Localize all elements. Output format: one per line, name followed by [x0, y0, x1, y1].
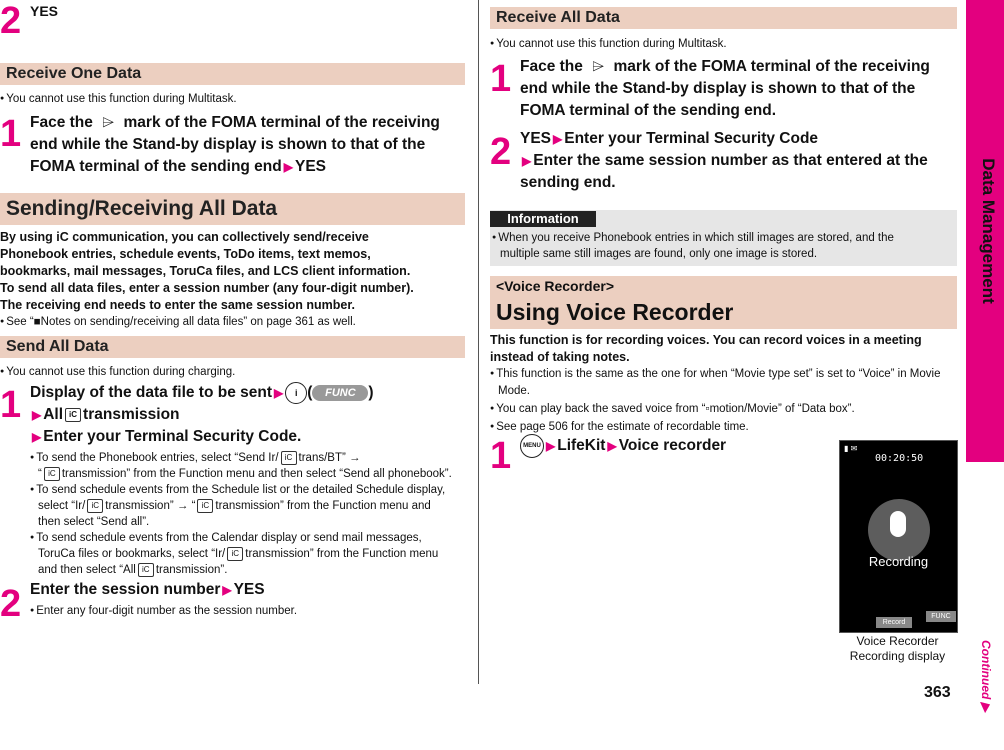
note: ● You cannot use this function during Multitask.: [490, 36, 727, 52]
arrow-icon: ▶: [522, 154, 532, 168]
page-number: 363: [924, 684, 951, 701]
note: ● Enter any four-digit number as the session number.: [30, 603, 297, 619]
arrow-icon: ▶: [32, 430, 42, 445]
phone-screen: [839, 440, 958, 633]
note: ● See “■Notes on sending/receiving all data files” on page 361 as well.: [0, 314, 356, 330]
step-text: MENU ▶ LifeKit ▶ Voice recorder: [520, 434, 726, 458]
section-header-receive-all: Receive All Data: [490, 7, 957, 29]
section-title: Using Voice Recorder: [496, 299, 734, 325]
i-mode-key-icon: i: [285, 382, 307, 404]
section-header-send-all: Send All Data: [0, 336, 465, 358]
continued-label: Continued ▶: [979, 640, 993, 712]
ic-transmission-icon: iC: [138, 563, 154, 577]
section-kicker: <Voice Recorder>: [496, 278, 615, 294]
step-text: YES: [30, 3, 59, 19]
ic-transmission-icon: iC: [65, 408, 81, 422]
column-divider: [478, 0, 479, 684]
ic-transmission-icon: iC: [44, 467, 60, 481]
arrow-icon: ▶: [274, 386, 284, 401]
sub-notes: ● To send the Phonebook entries, select “Send Ir/ iC trans/BT” → “ iC transmission” from the Function menu and then select “Send all phonebook”. ● To send schedule events from the Schedule list or the detailed Schedule display, select “Ir/ iC transmission” → “ iC transmission” from the Function menu and then select “Send all”. ● To send schedule events from the Calendar display or send mail messages, ToruCa files or bookmarks, select “Ir/ iC transmission” from the Function menu and then select “All iC transmission”.: [30, 450, 470, 578]
antenna-mark-icon: ⌲: [102, 114, 115, 131]
arrow-icon: ▶: [546, 439, 556, 454]
information-label: Information: [490, 211, 596, 227]
step-text: Face the ⌲ mark of the FOMA terminal of the receiving end while the Stand-by display is shown to that of the FOMA terminal of the sending end ▶ YES: [30, 114, 440, 175]
step-text: Face the ⌲ mark of the FOMA terminal of the receiving end while the Stand-by display is shown to that of the FOMA terminal of the sending end.: [520, 58, 930, 119]
record-softkey: Record: [876, 617, 912, 628]
status-icons: ▮ ✉: [844, 444, 858, 453]
ic-transmission-icon: iC: [227, 547, 243, 561]
step-number: 2: [0, 0, 22, 42]
antenna-mark-icon: ⌲: [592, 58, 605, 75]
screen-caption: Voice Recorder Recording display: [849, 634, 946, 663]
elapsed-time: 00:20:50: [875, 453, 924, 464]
notes: ● This function is the same as the one for when “Movie type set” is set to “Voice” in Movie Mode. ● You can play back the saved voice from “▫motion/Movie” of “Data box”. ● See page 506 for the estimate of recordable time.: [490, 365, 960, 436]
section-header-receive-one: Receive One Data: [0, 63, 465, 85]
arrow-icon: ▶: [32, 408, 42, 423]
step-text: Display of the data file to be sent ▶ i ( FUNC ) ▶ All iC transmission ▶ Enter your Terminal Security Code.: [30, 382, 470, 448]
step-text: Enter the session number ▶ YES: [30, 581, 265, 598]
menu-key-icon: MENU: [520, 434, 544, 458]
step-number: 1: [490, 435, 512, 477]
intro-paragraph: By using iC communication, you can collectively send/receive Phonebook entries, schedule events, ToDo items, text memos, bookmarks, mail messages, ToruCa files, and LCS client information. To send all data files, enter a session number (any four-digit number). The receiving end needs to enter the same session number.: [0, 230, 414, 312]
information-text: ● When you receive Phonebook entries in which still images are stored, and the multiple same still images are found, only one image is stored.: [492, 230, 952, 262]
step-number: 2: [0, 583, 22, 625]
intro-paragraph: This function is for recording voices. You can record voices in a meeting instead of taking notes.: [490, 333, 922, 364]
ic-transmission-icon: iC: [87, 499, 103, 513]
section-header-sending-receiving-all: Sending/Receiving All Data: [0, 193, 465, 225]
arrow-icon: ▶: [607, 439, 617, 454]
step-number: 1: [490, 58, 512, 100]
arrow-icon: ▶: [553, 132, 563, 146]
func-key-icon: FUNC: [312, 385, 368, 401]
step-number: 1: [0, 113, 22, 155]
step-number: 1: [0, 384, 22, 426]
recording-label: Recording: [868, 554, 929, 569]
arrow-icon: ▶: [283, 160, 293, 174]
func-softkey: FUNC: [926, 611, 956, 622]
ic-transmission-icon: iC: [281, 451, 297, 465]
note: ● You cannot use this function during Multitask.: [0, 91, 237, 107]
arrow-icon: ▶: [222, 583, 232, 597]
step-number: 2: [490, 131, 512, 173]
side-tab: Data Management: [979, 158, 998, 304]
note: ● You cannot use this function during charging.: [0, 364, 235, 380]
step-text: YES ▶ Enter your Terminal Security Code ▶ Enter the same session number as that entered at the sending end.: [520, 130, 928, 191]
microphone-icon: [890, 511, 906, 537]
ic-transmission-icon: iC: [197, 499, 213, 513]
movie-icon: ▫: [705, 403, 710, 415]
